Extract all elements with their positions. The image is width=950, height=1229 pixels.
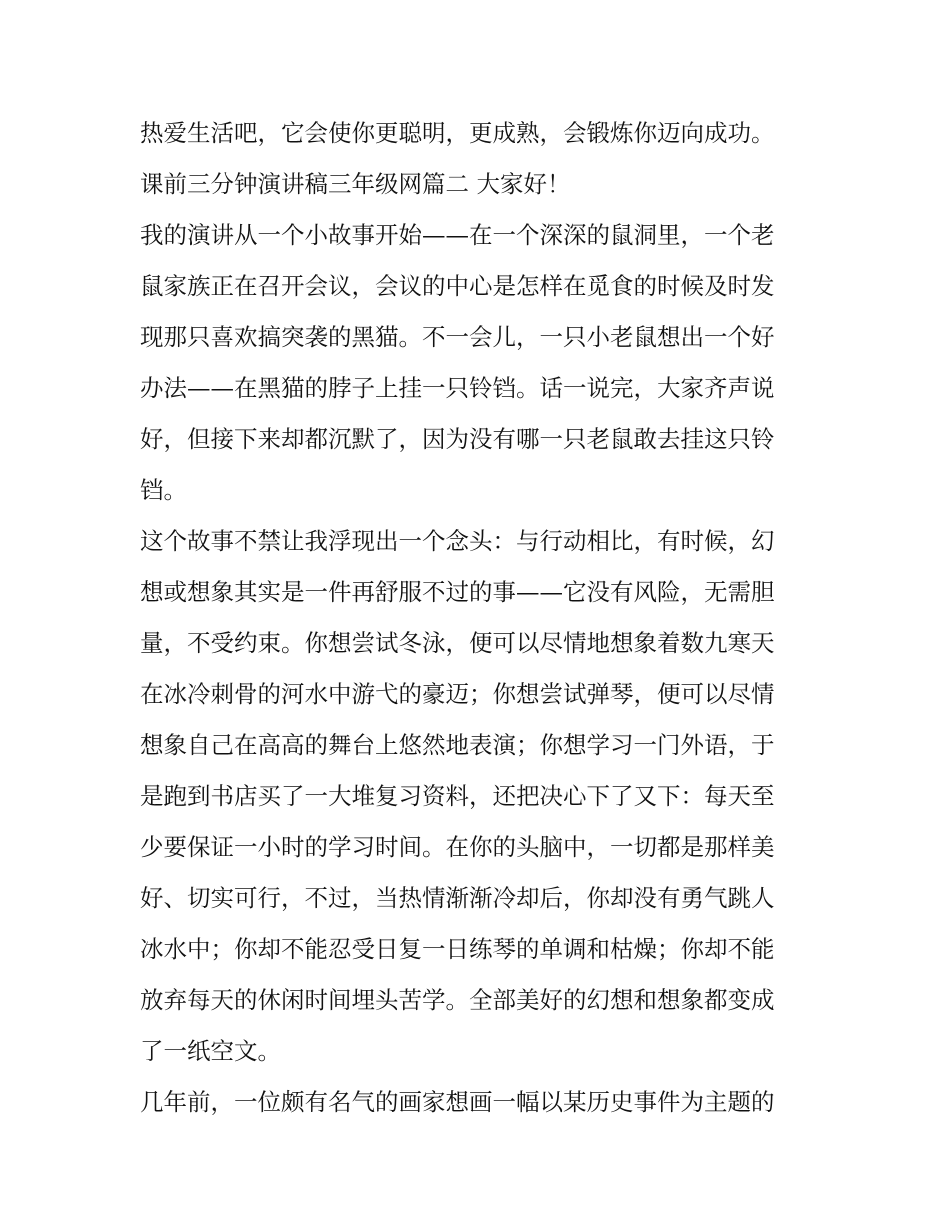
text-line: 这个故事不禁让我浮现出一个念头：与行动相比，有时候，幻 [140, 527, 775, 555]
text-line: 在冰冷刺骨的河水中游弋的豪迈；你想尝试弹琴，便可以尽情 [140, 680, 775, 708]
text-line: 现那只喜欢搞突袭的黑猫。不一会儿，一只小老鼠想出一个好 [140, 323, 775, 351]
text-line: 量，不受约束。你想尝试冬泳，便可以尽情地想象着数九寒天 [140, 629, 775, 657]
text-line: 冰水中；你却不能忍受日复一日练琴的单调和枯燥；你却不能 [140, 935, 775, 963]
text-line: 几年前，一位颇有名气的画家想画一幅以某历史事件为主题的 [140, 1088, 775, 1116]
text-line: 放弃每天的休闲时间埋头苦学。全部美好的幻想和想象都变成 [140, 986, 775, 1014]
text-line: 鼠家族正在召开会议，会议的中心是怎样在觅食的时候及时发 [140, 272, 775, 300]
text-line: 办法——在黑猫的脖子上挂一只铃铛。话一说完，大家齐声说 [140, 374, 775, 402]
text-line: 好、切实可行，不过，当热情渐渐冷却后，你却没有勇气跳人 [140, 884, 775, 912]
text-line: 了一纸空文。 [140, 1037, 281, 1065]
text-line: 想或想象其实是一件再舒服不过的事——它没有风险，无需胆 [140, 578, 775, 606]
text-line: 铛。 [140, 476, 187, 504]
text-line: 少要保证一小时的学习时间。在你的头脑中，一切都是那样美 [140, 833, 775, 861]
text-line: 是跑到书店买了一大堆复习资料，还把决心下了又下：每天至 [140, 782, 775, 810]
text-line: 热爱生活吧，它会使你更聪明，更成熟，会锻炼你迈向成功。 [140, 119, 775, 147]
text-line: 想象自己在高高的舞台上悠然地表演；你想学习一门外语，于 [140, 731, 775, 759]
text-line: 好，但接下来却都沉默了，因为没有哪一只老鼠敢去挂这只铃 [140, 425, 775, 453]
text-line: 课前三分钟演讲稿三年级网篇二 大家好！ [140, 170, 571, 198]
document-body [140, 108, 812, 1128]
text-line: 我的演讲从一个小故事开始——在一个深深的鼠洞里，一个老 [140, 221, 775, 249]
